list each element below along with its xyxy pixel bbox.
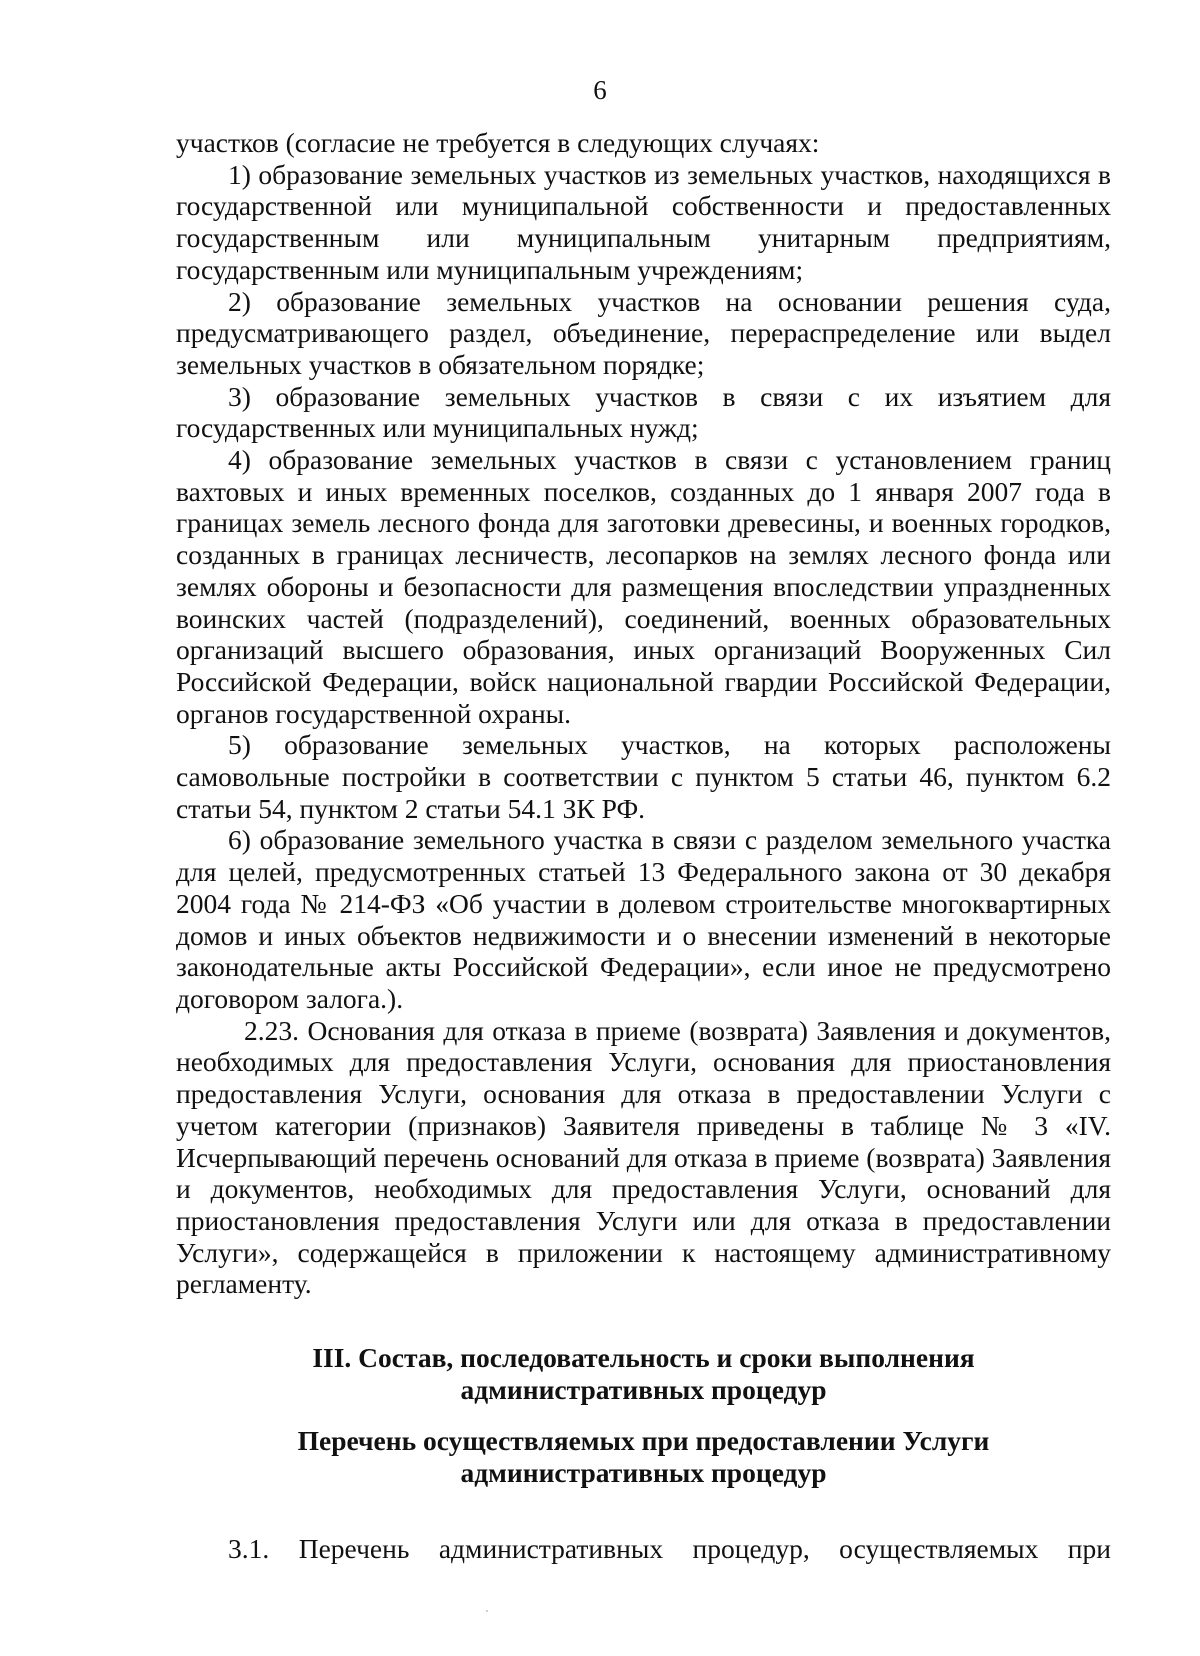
list-item-2: 2) образование земельных участков на основании решения суда, предусматривающего раздел, объединение, перераспределение или выдел земельных участков в обязательном порядке; <box>176 285 1111 380</box>
list-item-3: 3) образование земельных участков в связи с их изъятием для государственных или муниципальных нужд; <box>176 380 1111 444</box>
list-item-4: 4) образование земельных участков в связи с установлением границ вахтовых и иных временных поселков, созданных до 1 января 2007 года в границах земель лесного фонда для заготовки древесины, и военных городков, созданных в границах лесничеств, лесопарков на землях лесного фонда или землях обороны и безопасности для размещения впоследствии упраздненных воинских частей (подразделений), соединений, военных образовательных организаций высшего образования, иных организаций Вооруженных Сил Российской Федерации, войск национальной гвардии Российской Федерации, органов государственной охраны. <box>176 444 1111 729</box>
paragraph-continuation: участков (согласие не требуется в следующих случаях: <box>176 127 820 158</box>
clause-3-1: 3.1. Перечень административных процедур, осуществляемых при <box>228 1532 1111 1564</box>
subsection-heading-line-1: Перечень осуществляемых при предоставлении Услуги <box>297 1425 990 1457</box>
list-item-5: 5) образование земельных участков, на которых расположены самовольные постройки в соответствии с пунктом 5 статьи 46, пунктом 6.2 статьи 54, пунктом 2 статьи 54.1 ЗК РФ. <box>176 729 1111 824</box>
section-heading-line-2: административных процедур <box>460 1373 827 1405</box>
list-item-6: 6) образование земельного участка в связи с разделом земельного участка для целей, предусмотренных статьей 13 Федерального закона от 30 декабря 2004 года № 214-ФЗ «Об участии в долевом строительстве многоквартирных домов и иных объектов недвижимости и о внесении изменений в некоторые законодательные акты Российской Федерации», если иное не предусмотрено договором залога.). <box>176 824 1111 1014</box>
list-item-1: 1) образование земельных участков из земельных участков, находящихся в государственной или муниципальной собственности и предоставленных государственным или муниципальным унитарным предприятиям, государственным или муниципальным учреждениям; <box>176 158 1111 285</box>
subsection-heading-line-2: административных процедур <box>460 1457 827 1489</box>
clause-2-23: 2.23. Основания для отказа в приеме (возврата) Заявления и документов, необходимых для предоставления Услуги, основания для приостановления предоставления Услуги, основания для отказа в предоставлении Услуги с учетом категории (признаков) Заявителя приведены в таблице № 3 «IV. Исчерпывающий перечень оснований для отказа в приеме (возврата) Заявления и документов, необходимых для предоставления Услуги, оснований для приостановления предоставления Услуги или для отказа в предоставлении Услуги», содержащейся в приложении к настоящему административному регламенту. <box>176 1014 1111 1300</box>
scan-artifact <box>486 1610 488 1612</box>
section-heading-line-1: III. Состав, последовательность и сроки выполнения <box>312 1342 975 1374</box>
section-heading <box>176 1342 1111 1405</box>
page-number: 6 <box>593 75 607 105</box>
document-body <box>176 127 1111 1565</box>
subsection-heading <box>176 1425 1111 1488</box>
